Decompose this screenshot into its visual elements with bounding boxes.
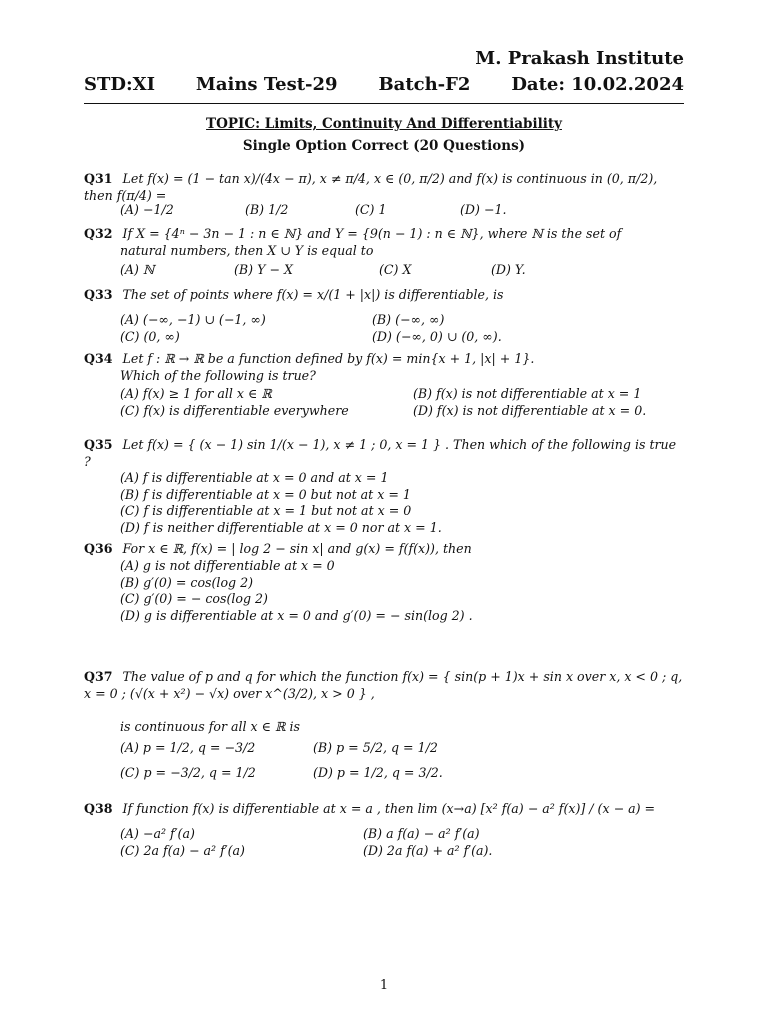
question-38 xyxy=(84,800,684,817)
option-c[interactable]: (C) (0, ∞) xyxy=(120,328,180,344)
option-d[interactable]: (D) 2a f(a) + a² f′(a). xyxy=(363,842,493,858)
option-c[interactable]: (C) X xyxy=(379,262,412,277)
option-b[interactable]: (B) Y − X xyxy=(234,262,293,277)
option-b[interactable]: (B) 1/2 xyxy=(245,202,289,217)
option-c[interactable]: (C) f is differentiable at x = 1 but not at x = 0 xyxy=(120,503,412,518)
question-text: Let f : ℝ → ℝ be a function defined by f(x) = min{x + 1, |x| + 1}. xyxy=(122,351,535,366)
question-label: Q37 xyxy=(84,669,113,684)
page-number: 1 xyxy=(379,978,389,993)
batch-label: Batch-F2 xyxy=(378,74,471,95)
question-37 xyxy=(84,668,684,702)
options-38 xyxy=(120,826,684,859)
option-d[interactable]: (D) g is differentiable at x = 0 and g′(0) = − sin(log 2) . xyxy=(120,607,473,623)
options-35 xyxy=(120,470,684,536)
option-c[interactable]: (C) f(x) is differentiable everywhere xyxy=(120,402,349,418)
options-36 xyxy=(120,558,684,624)
options-31 xyxy=(120,202,684,219)
date-label: Date: 10.02.2024 xyxy=(511,74,684,95)
option-a[interactable]: (A) g is not differentiable at x = 0 xyxy=(120,558,335,573)
option-a[interactable]: (A) p = 1/2, q = −3/2 xyxy=(120,740,256,756)
option-d[interactable]: (D) Y. xyxy=(491,262,526,277)
option-b[interactable]: (B) f is differentiable at x = 0 but not at x = 1 xyxy=(120,486,411,502)
option-c[interactable]: (C) g′(0) = − cos(log 2) xyxy=(120,591,268,606)
header-row xyxy=(84,74,684,95)
question-label: Q33 xyxy=(84,287,113,302)
question-36 xyxy=(84,540,684,557)
option-d[interactable]: (D) −1. xyxy=(460,202,507,217)
option-a[interactable]: (A) (−∞, −1) ∪ (−1, ∞) xyxy=(120,312,266,327)
option-b[interactable]: (B) f(x) is not differentiable at x = 1 xyxy=(413,386,642,401)
options-32 xyxy=(120,262,684,279)
question-text: Let f(x) = (1 − tan x)/(4x − π), x ≠ π/4, x ∈ (0, π/2) and f(x) is continuous in (0, π/2), then f(π/4) = xyxy=(84,171,658,203)
option-b[interactable]: (B) a f(a) − a² f′(a) xyxy=(363,826,480,841)
section-title: Single Option Correct (20 Questions) xyxy=(242,138,526,154)
option-d[interactable]: (D) p = 1/2, q = 3/2. xyxy=(313,765,443,781)
question-label: Q35 xyxy=(84,437,113,452)
question-text: If X = {4ⁿ − 3n − 1 : n ∈ ℕ} and Y = {9(n − 1) : n ∈ ℕ}, where ℕ is the set of xyxy=(122,226,622,241)
question-text: Let f(x) = { (x − 1) sin 1/(x − 1), x ≠ 1 ; 0, x = 1 } . Then which of the following is true ? xyxy=(84,437,677,469)
header-rule xyxy=(84,103,684,104)
question-text-line2: natural numbers, then X ∪ Y is equal to xyxy=(120,243,374,258)
option-b[interactable]: (B) (−∞, ∞) xyxy=(372,312,445,327)
question-text: The set of points where f(x) = x/(1 + |x|) is differentiable, is xyxy=(122,287,504,302)
std-label: STD:XI xyxy=(84,74,156,95)
option-c[interactable]: (C) 2a f(a) − a² f′(a) xyxy=(120,842,245,858)
option-a[interactable]: (A) −1/2 xyxy=(120,202,174,217)
question-31 xyxy=(84,170,684,204)
question-label: Q31 xyxy=(84,171,113,186)
option-b[interactable]: (B) g′(0) = cos(log 2) xyxy=(120,574,254,590)
test-label: Mains Test-29 xyxy=(195,74,338,95)
options-37 xyxy=(120,736,684,786)
option-d[interactable]: (D) (−∞, 0) ∪ (0, ∞). xyxy=(372,328,502,344)
option-d[interactable]: (D) f(x) is not differentiable at x = 0. xyxy=(413,402,647,418)
option-a[interactable]: (A) f(x) ≥ 1 for all x ∈ ℝ xyxy=(120,386,272,401)
question-text-line2: is continuous for all x ∈ ℝ is xyxy=(120,719,300,734)
question-text: For x ∈ ℝ, f(x) = | log 2 − sin x| and g(x) = f(f(x)), then xyxy=(122,541,472,556)
question-text: The value of p and q for which the function f(x) = { sin(p + 1)x + sin x over x, x < 0 ; q, x = 0 ; (√(x + x²) − √x) over x^(3/2), x > 0 } , xyxy=(84,669,683,701)
option-a[interactable]: (A) −a² f′(a) xyxy=(120,826,195,841)
question-label: Q38 xyxy=(84,801,113,816)
question-32 xyxy=(84,225,684,259)
institute-name: M. Prakash Institute xyxy=(475,48,684,69)
option-c[interactable]: (C) p = −3/2, q = 1/2 xyxy=(120,765,256,781)
option-d[interactable]: (D) f is neither differentiable at x = 0 nor at x = 1. xyxy=(120,519,442,535)
options-33 xyxy=(120,312,684,345)
option-b[interactable]: (B) p = 5/2, q = 1/2 xyxy=(313,740,438,756)
question-label: Q34 xyxy=(84,351,113,366)
option-a[interactable]: (A) f is differentiable at x = 0 and at x = 1 xyxy=(120,470,389,485)
question-text-line2: Which of the following is true? xyxy=(120,368,316,383)
question-label: Q36 xyxy=(84,541,113,556)
option-a[interactable]: (A) ℕ xyxy=(120,262,155,277)
question-text: If function f(x) is differentiable at x = a , then lim (x→a) [x² f(a) − a² f(x)] / (x − a) = xyxy=(122,801,656,816)
question-33 xyxy=(84,286,684,303)
question-35 xyxy=(84,436,684,470)
question-34 xyxy=(84,350,684,384)
topic-title: TOPIC: Limits, Continuity And Differentiability xyxy=(206,116,562,132)
question-37-line2 xyxy=(120,718,684,735)
question-label: Q32 xyxy=(84,226,113,241)
option-c[interactable]: (C) 1 xyxy=(355,202,387,217)
options-34 xyxy=(120,386,684,419)
